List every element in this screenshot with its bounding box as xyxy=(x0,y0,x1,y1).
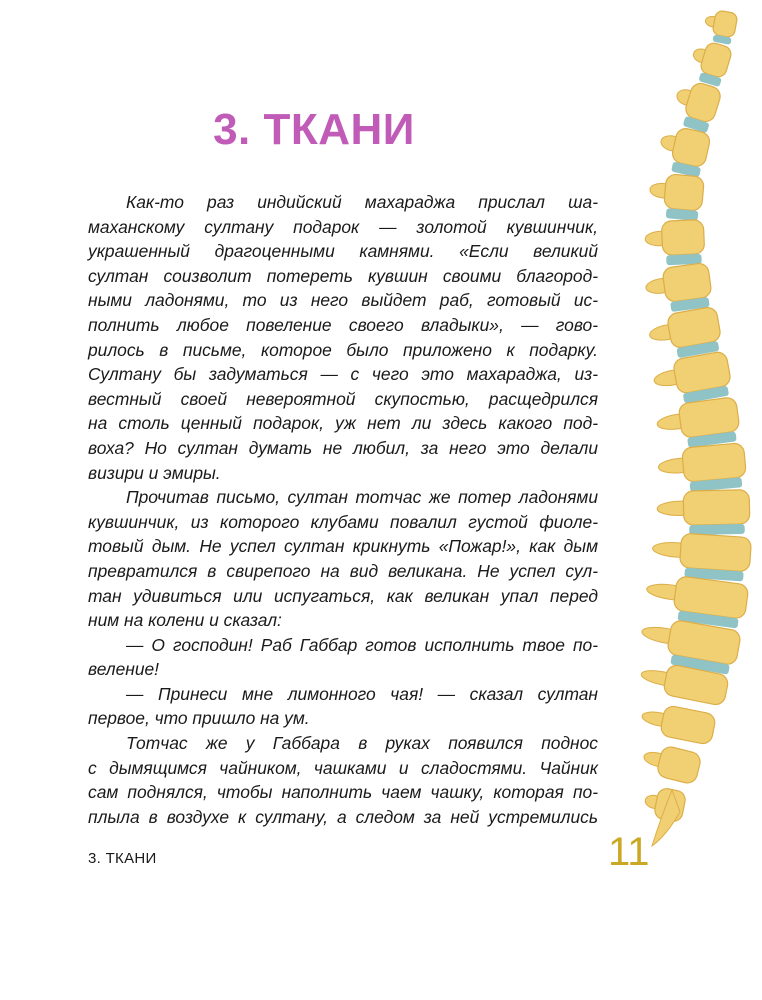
text-line: Как-то раз индийский махараджа прислал ша- xyxy=(126,192,598,212)
vertebra xyxy=(639,701,716,746)
text-line: визири и эмиры. xyxy=(88,462,221,483)
text-line: ными ладонями, то из него выйдет раб, готовый ис- xyxy=(88,290,598,311)
text-line: ним на колени и сказал: xyxy=(88,610,282,631)
text-line: плыла в воздухе к султану, а следом за ней устремились xyxy=(88,806,598,827)
vertebra xyxy=(655,124,711,178)
vertebra xyxy=(655,397,741,452)
text-line: — Принеси мне лимонного чая! — сказал султан xyxy=(126,683,598,704)
vertebra xyxy=(648,172,705,221)
text-line: превратился в свирепого на вид великана. Не успел сул- xyxy=(88,560,598,581)
text-line: Прочитав письмо, султан тотчас же потер ладонями xyxy=(126,487,598,508)
text-line: воха? Но султан думать не любил, за него это делали xyxy=(88,437,598,458)
text-line: товый дым. Не успел султан крикнуть «Пожар!», как дым xyxy=(88,536,598,557)
text-line: кувшинчик, из которого клубами повалил густой фиоле- xyxy=(88,511,598,532)
text-line: маханскому султану подарок — золотой кувшинчик, xyxy=(88,216,598,237)
text-line: вестный своей невероятной скупостью, расщедрился xyxy=(88,388,598,409)
vertebra xyxy=(669,77,723,134)
text-line: первое, что пришло на ум. xyxy=(88,708,310,729)
vertebra xyxy=(651,531,752,582)
text-line: с дымящимся чайником, чашками и сладостями. Чайник xyxy=(88,757,598,778)
vertebra xyxy=(702,8,738,45)
vertebra xyxy=(644,262,714,315)
text-line: украшенный драгоценными камнями. «Если великий xyxy=(88,241,598,262)
text-line: тан удивиться или испугаться, как великан упал перед xyxy=(88,585,598,606)
spine-illustration xyxy=(600,0,762,860)
text-line: веление! xyxy=(88,659,160,680)
vertebra xyxy=(644,219,705,266)
text-line: на столь ценный подарок, уж нет ли здесь какого под- xyxy=(88,413,598,434)
vertebra xyxy=(640,741,702,785)
page-number: 11 xyxy=(608,830,650,874)
text-line: султан соизволит потереть кувшин своими благород- xyxy=(88,265,598,286)
intervertebral-disc xyxy=(689,524,745,535)
vertebra xyxy=(657,490,750,536)
vertebra xyxy=(657,443,747,495)
text-line: Тотчас же у Габбара в руках появился поднос xyxy=(126,733,598,754)
footer-chapter-title: 3. ТКАНИ xyxy=(88,850,157,867)
text-line: Султану бы задуматься — с чего это махараджа, из- xyxy=(88,364,598,385)
vertebra xyxy=(686,38,733,88)
text-line: сам поднялся, чтобы наполнить чаем чашку, которая по- xyxy=(88,782,598,803)
text-line: рилось в письме, которое было приложено к подарку. xyxy=(88,339,598,360)
text-line: — О господин! Раб Габбар готов исполнить твое по- xyxy=(126,634,598,655)
text-line: полнить любое повеление своего владыки», — гово- xyxy=(88,314,598,335)
body-text xyxy=(88,190,598,829)
chapter-title: 3. ТКАНИ xyxy=(213,105,415,154)
